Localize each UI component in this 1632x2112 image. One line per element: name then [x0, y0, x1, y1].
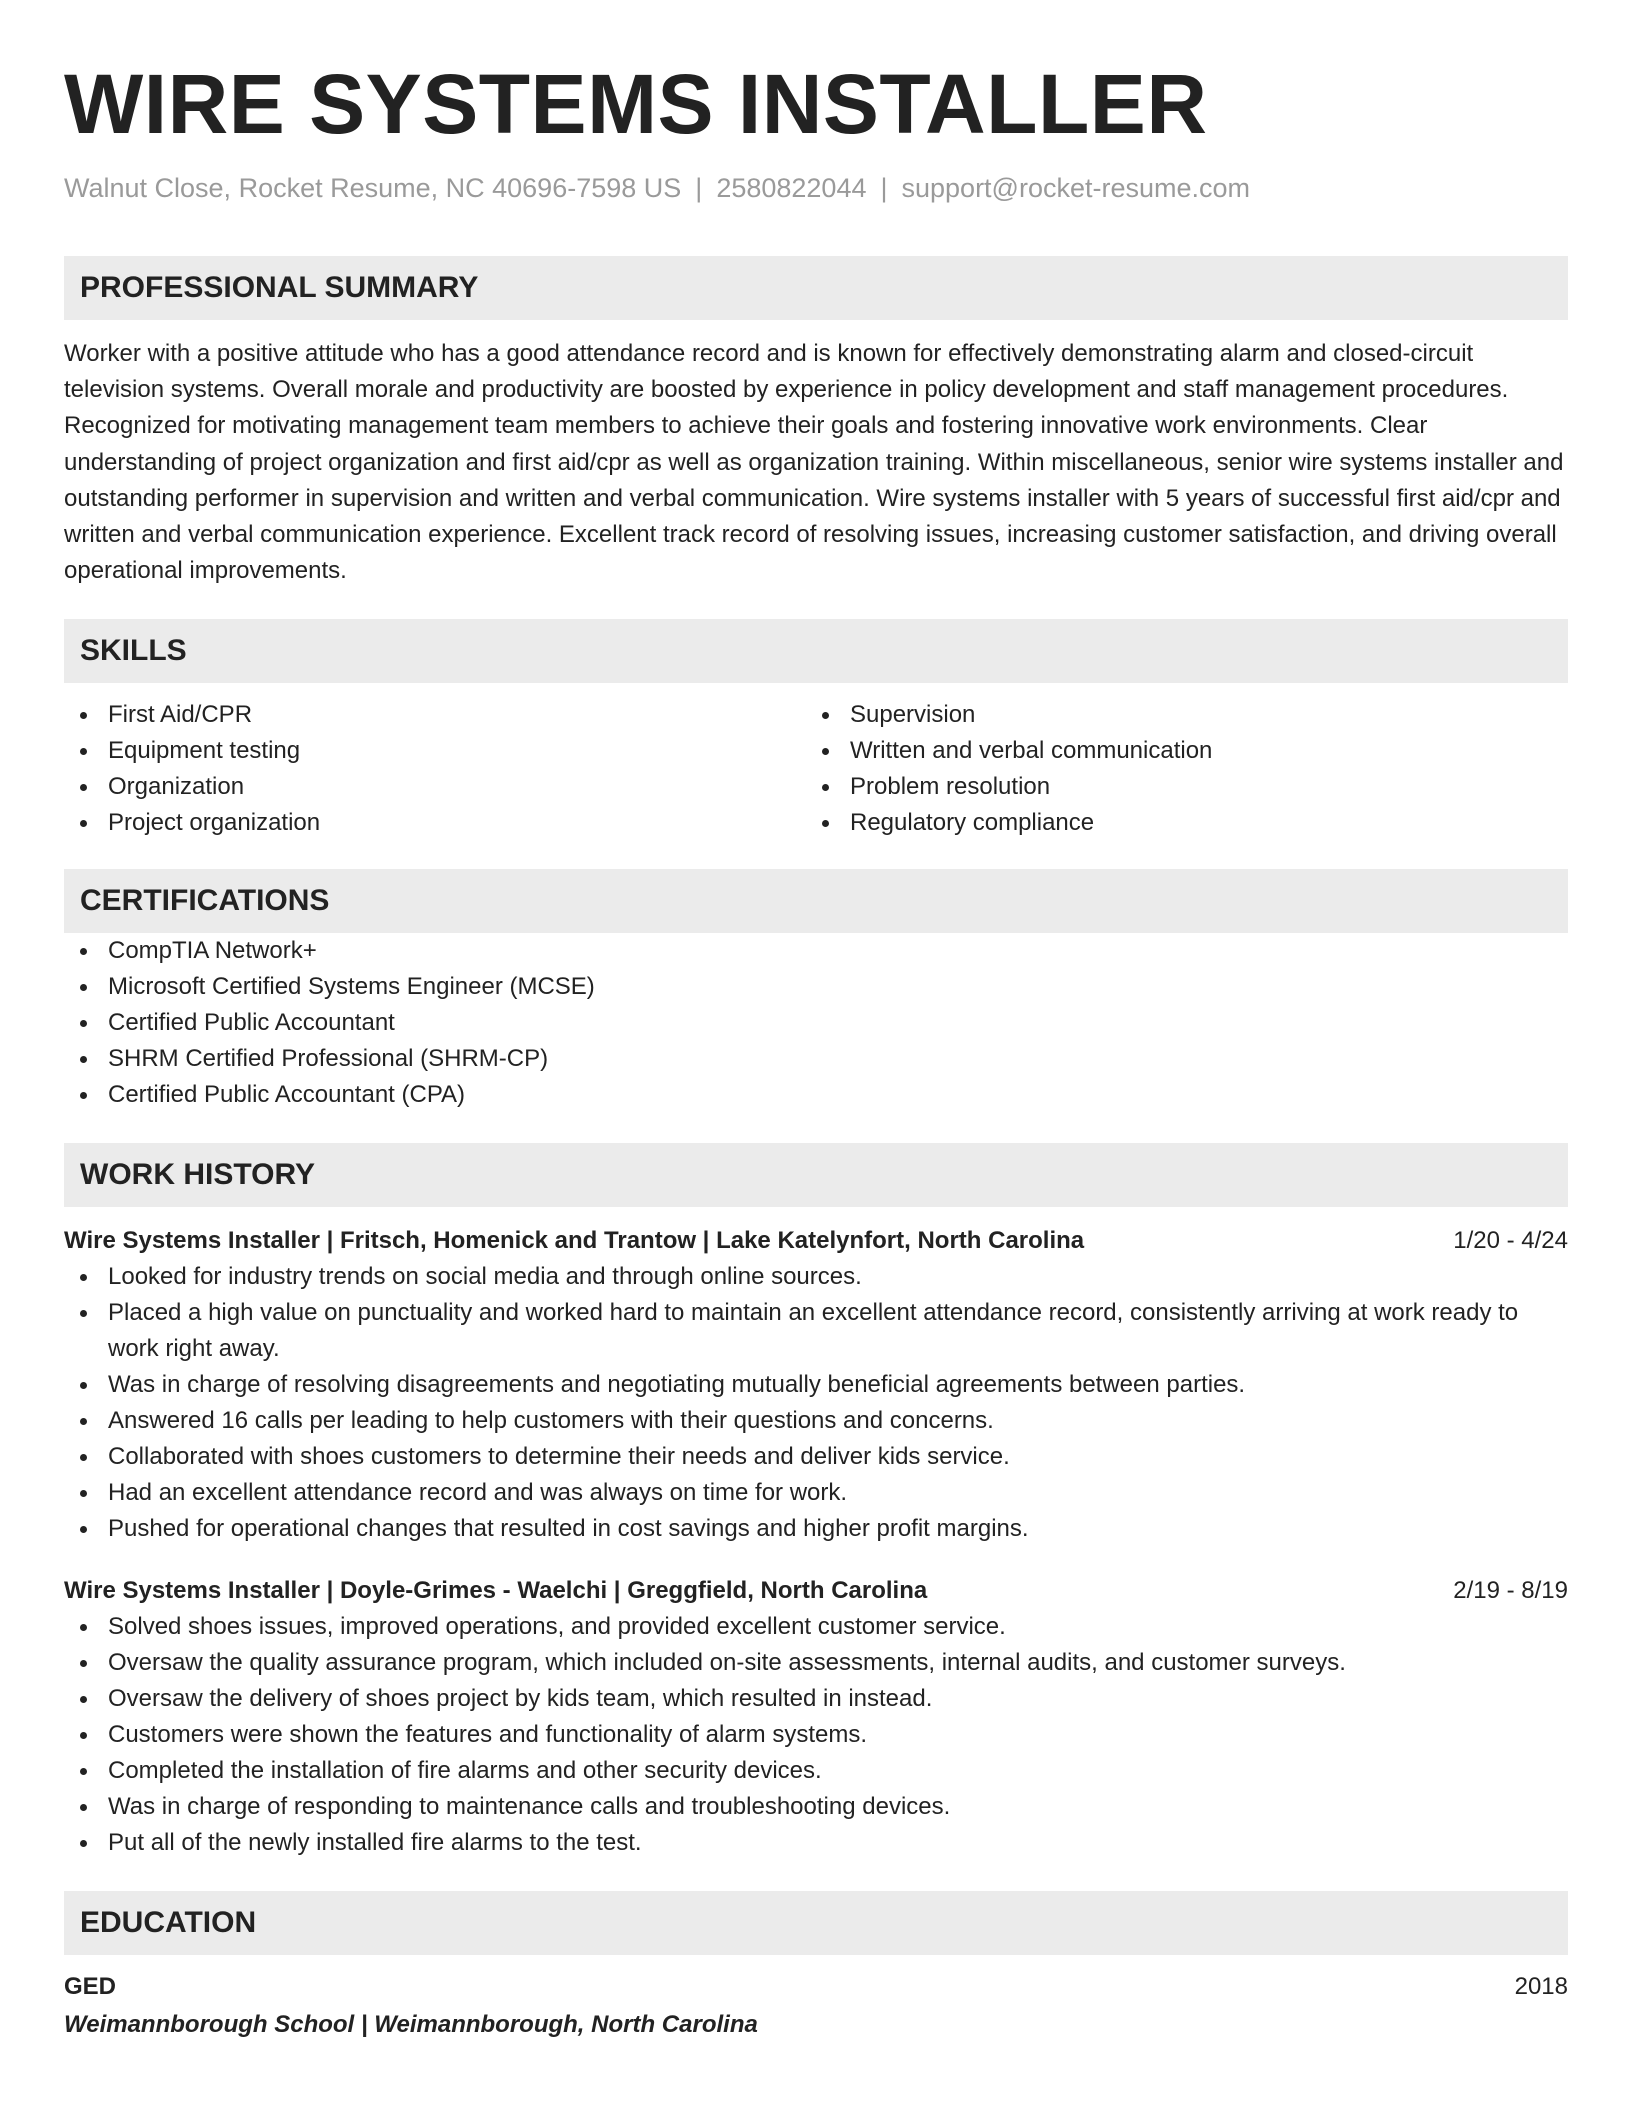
contact-line — [64, 170, 1568, 206]
section-heading-education: EDUCATION — [64, 1891, 1568, 1955]
contact-address: Walnut Close, Rocket Resume, NC 40696-7598 US — [64, 173, 682, 203]
section-heading-skills: SKILLS — [64, 619, 1568, 683]
certification-item: SHRM Certified Professional (SHRM-CP) — [64, 1041, 1568, 1077]
certification-item: Microsoft Certified Systems Engineer (MCSE) — [64, 969, 1568, 1005]
skill-item: Written and verbal communication — [806, 733, 1548, 769]
skill-item: First Aid/CPR — [64, 697, 806, 733]
skill-item: Problem resolution — [806, 769, 1548, 805]
skill-item: Equipment testing — [64, 733, 806, 769]
job-bullet: Oversaw the delivery of shoes project by kids team, which resulted in instead. — [64, 1681, 1568, 1717]
skill-item: Organization — [64, 769, 806, 805]
section-heading-certifications: CERTIFICATIONS — [64, 869, 1568, 933]
certification-item: CompTIA Network+ — [64, 933, 1568, 969]
section-heading-summary: PROFESSIONAL SUMMARY — [64, 256, 1568, 320]
education-degree: GED — [64, 1973, 117, 2001]
job-bullet: Looked for industry trends on social media and through online sources. — [64, 1259, 1568, 1295]
section-heading-work-history: WORK HISTORY — [64, 1143, 1568, 1207]
skills-grid — [64, 697, 1568, 841]
certification-item: Certified Public Accountant — [64, 1005, 1568, 1041]
contact-separator: | — [695, 173, 703, 203]
job-header — [64, 1223, 1568, 1259]
education-year: 2018 — [1514, 1973, 1568, 2001]
skills-column-right — [806, 697, 1548, 841]
job-bullet: Pushed for operational changes that resulted in cost savings and higher profit margins. — [64, 1511, 1568, 1547]
job-bullet: Placed a high value on punctuality and worked hard to maintain an excellent attendance record, consistently arriving at work ready to work right away. — [64, 1295, 1568, 1367]
job-bullet: Was in charge of resolving disagreements and negotiating mutually beneficial agreements between parties. — [64, 1367, 1568, 1403]
resume-content — [64, 54, 1568, 2043]
job-bullet: Solved shoes issues, improved operations, and provided excellent customer service. — [64, 1609, 1568, 1645]
job-bullet: Answered 16 calls per leading to help customers with their questions and concerns. — [64, 1403, 1568, 1439]
job-bullet: Had an excellent attendance record and was always on time for work. — [64, 1475, 1568, 1511]
resume-name: WIRE SYSTEMS INSTALLER — [64, 57, 1208, 151]
contact-phone: 2580822044 — [716, 173, 867, 203]
job-title: Wire Systems Installer | Doyle-Grimes - Waelchi | Greggfield, North Carolina — [64, 1577, 928, 1605]
contact-separator: | — [880, 173, 888, 203]
job-dates: 2/19 - 8/19 — [1453, 1577, 1568, 1605]
job-bullet: Oversaw the quality assurance program, which included on-site assessments, internal audits, and customer surveys. — [64, 1645, 1568, 1681]
education-header — [64, 1969, 1568, 2005]
job-title: Wire Systems Installer | Fritsch, Homenick and Trantow | Lake Katelynfort, North Carolina — [64, 1227, 1085, 1255]
job-dates: 1/20 - 4/24 — [1453, 1227, 1568, 1255]
certification-item: Certified Public Accountant (CPA) — [64, 1077, 1568, 1113]
skill-item: Supervision — [806, 697, 1548, 733]
summary-text: Worker with a positive attitude who has a good attendance record and is known for effectively demonstrating alarm and closed-circuit television systems. Overall morale and productivity are boosted by experience in policy development and staff management procedures. Recognized for motivating management team members to achieve their goals and fostering innovative work environments. Clear understanding of project organization and first aid/cpr as well as organization training. Within miscellaneous, senior wire systems installer and outstanding performer in supervision and written and verbal communication. Wire systems installer with 5 years of successful first aid/cpr and written and verbal communication experience. Excellent track record of resolving issues, increasing customer satisfaction, and driving overall operational improvements. — [64, 340, 1564, 585]
job-bullet: Customers were shown the features and functionality of alarm systems. — [64, 1717, 1568, 1753]
skill-item: Regulatory compliance — [806, 805, 1548, 841]
job-header — [64, 1573, 1568, 1609]
certifications-list — [64, 933, 1568, 1113]
job-bullets — [64, 1259, 1568, 1547]
job-bullets — [64, 1609, 1568, 1861]
job-bullet: Was in charge of responding to maintenance calls and troubleshooting devices. — [64, 1789, 1568, 1825]
job-bullet: Collaborated with shoes customers to determine their needs and deliver kids service. — [64, 1439, 1568, 1475]
education-school: Weimannborough School | Weimannborough, North Carolina — [64, 2011, 758, 2039]
job-bullet: Completed the installation of fire alarms and other security devices. — [64, 1753, 1568, 1789]
skills-column-left — [64, 697, 806, 841]
job-bullet: Put all of the newly installed fire alarms to the test. — [64, 1825, 1568, 1861]
skill-item: Project organization — [64, 805, 806, 841]
contact-email: support@rocket-resume.com — [901, 173, 1251, 203]
